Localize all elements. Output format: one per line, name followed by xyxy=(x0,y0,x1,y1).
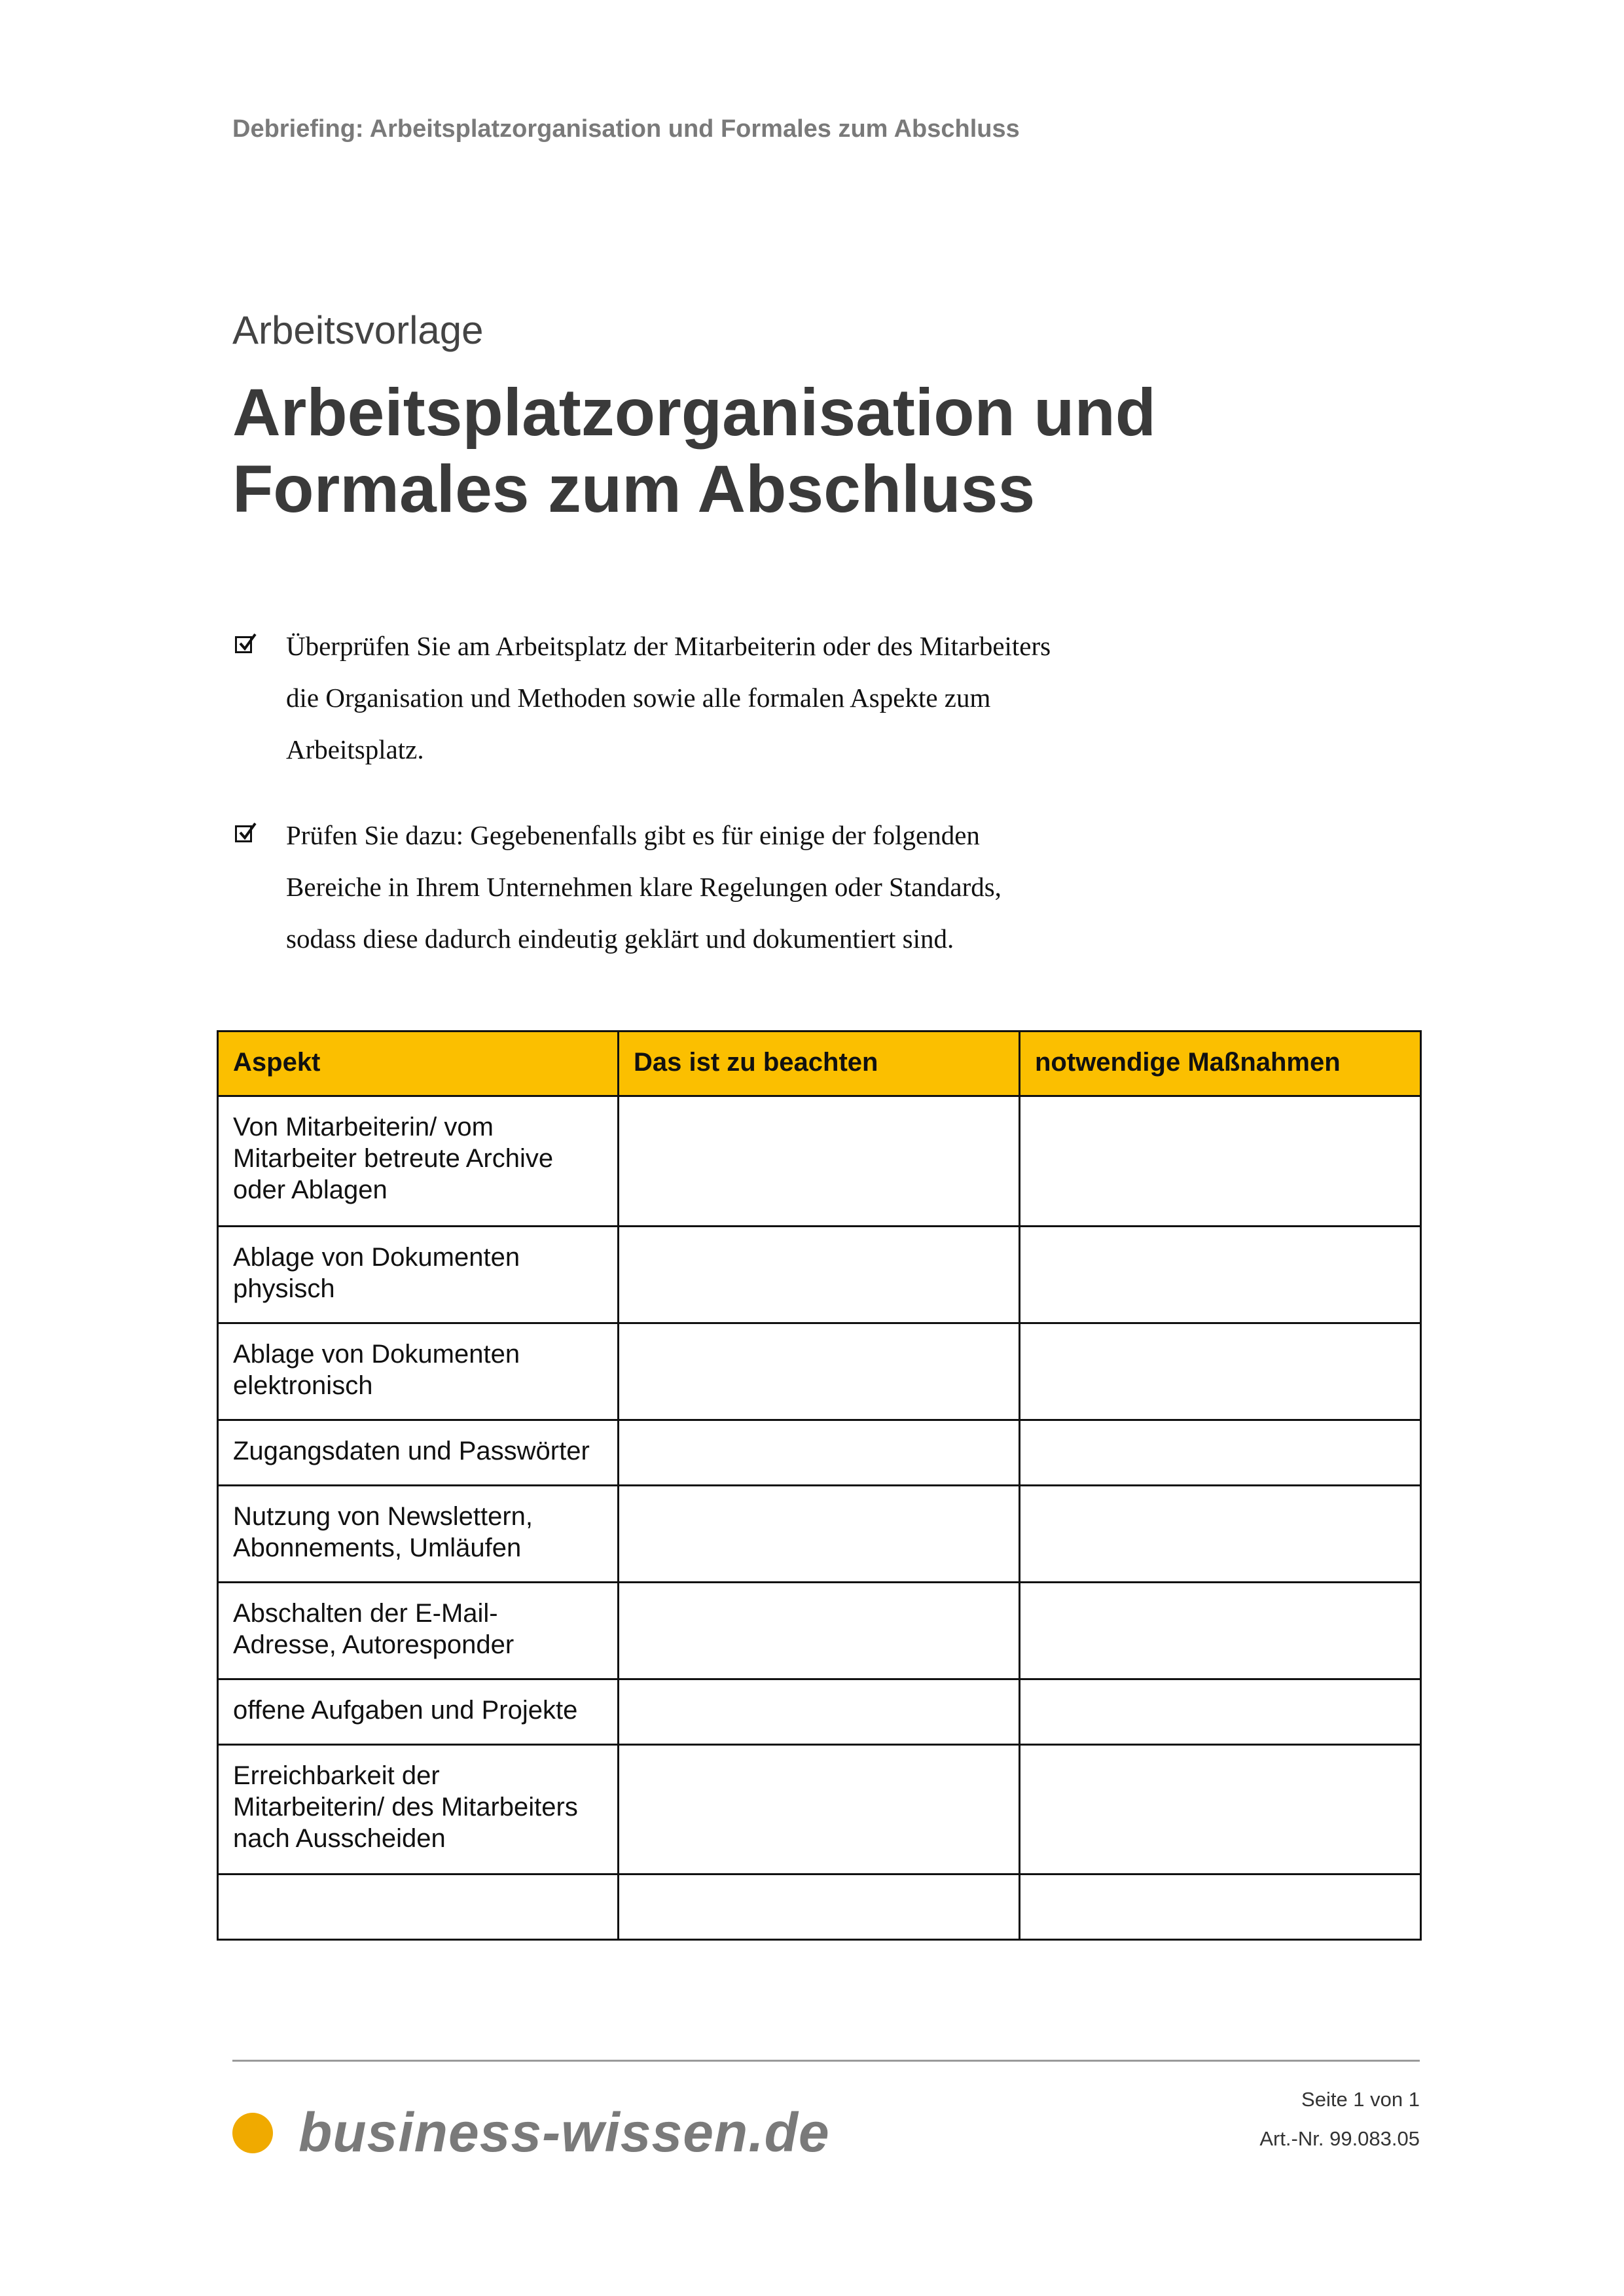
checklist-line: Arbeitsplatz. xyxy=(286,734,424,764)
aspect-text-line: Adresse, Autoresponder xyxy=(233,1630,514,1659)
aspect-cell xyxy=(218,1679,619,1745)
footer-divider xyxy=(232,2060,1420,2062)
measures-cell[interactable] xyxy=(1020,1323,1421,1420)
article-number: Art.-Nr. 99.083.05 xyxy=(1259,2127,1420,2150)
document-type-label: Arbeitsvorlage xyxy=(232,308,484,352)
notes-cell[interactable] xyxy=(619,1679,1020,1745)
page-title xyxy=(232,374,1476,528)
aspect-text-line: nach Ausscheiden xyxy=(233,1824,446,1853)
logo-wordmark: business-wissen.de xyxy=(298,2102,830,2163)
notes-cell[interactable] xyxy=(619,1420,1020,1486)
aspect-cell xyxy=(218,1420,619,1486)
logo-dot-icon xyxy=(232,2113,273,2153)
table-row xyxy=(218,1745,1421,1874)
aspect-cell[interactable] xyxy=(218,1874,619,1940)
aspect-text-line: Von Mitarbeiterin/ vom xyxy=(233,1113,494,1141)
table-row xyxy=(218,1227,1421,1323)
aspect-text-line: Ablage von Dokumenten xyxy=(233,1340,520,1369)
checklist-line: Bereiche in Ihrem Unternehmen klare Regelungen oder Standards, xyxy=(286,872,1001,902)
aspect-text-line: Abonnements, Umläufen xyxy=(233,1534,522,1562)
aspect-cell xyxy=(218,1583,619,1679)
running-header: Debriefing: Arbeitsplatzorganisation und Formales zum Abschluss xyxy=(232,115,1020,143)
checked-box-icon xyxy=(235,825,252,842)
measures-cell[interactable] xyxy=(1020,1486,1421,1583)
checklist-item xyxy=(232,620,1214,776)
measures-cell[interactable] xyxy=(1020,1096,1421,1227)
aspect-text-line: Erreichbarkeit der xyxy=(233,1761,440,1790)
aspect-text-line: elektronisch xyxy=(233,1371,373,1400)
aspect-text-line: Nutzung von Newslettern, xyxy=(233,1502,533,1531)
checklist-line: sodass diese dadurch eindeutig geklärt und dokumentiert sind. xyxy=(286,924,954,954)
aspect-text-line: Abschalten der E-Mail- xyxy=(233,1599,498,1628)
aspect-cell xyxy=(218,1745,619,1874)
table-row xyxy=(218,1420,1421,1486)
title-line-1: Arbeitsplatzorganisation und xyxy=(232,375,1157,450)
aspect-text-line: Mitarbeiterin/ des Mitarbeiters xyxy=(233,1793,578,1821)
aspect-cell xyxy=(218,1227,619,1323)
checklist-line: Prüfen Sie dazu: Gegebenenfalls gibt es für einige der folgenden xyxy=(286,820,980,850)
aspect-cell xyxy=(218,1096,619,1227)
table-row xyxy=(218,1583,1421,1679)
table-header-row xyxy=(218,1031,1421,1096)
title-line-2: Formales zum Abschluss xyxy=(232,452,1036,526)
aspect-text-line: Zugangsdaten und Passwörter xyxy=(233,1437,590,1465)
notes-cell[interactable] xyxy=(619,1486,1020,1583)
aspect-text-line: oder Ablagen xyxy=(233,1175,388,1204)
column-header-beachten: Das ist zu beachten xyxy=(619,1031,1020,1096)
aspect-cell xyxy=(218,1323,619,1420)
aspect-cell xyxy=(218,1486,619,1583)
measures-cell[interactable] xyxy=(1020,1583,1421,1679)
checked-box-icon xyxy=(235,636,252,653)
table-row xyxy=(218,1486,1421,1583)
aspect-text-line: offene Aufgaben und Projekte xyxy=(233,1696,578,1725)
notes-cell[interactable] xyxy=(619,1323,1020,1420)
aspect-text-line: physisch xyxy=(233,1274,335,1303)
checklist-item xyxy=(232,810,1214,965)
notes-cell[interactable] xyxy=(619,1096,1020,1227)
aspect-text-line: Ablage von Dokumenten xyxy=(233,1243,520,1272)
column-header-aspekt: Aspekt xyxy=(218,1031,619,1096)
aspects-table xyxy=(217,1030,1422,1941)
measures-cell[interactable] xyxy=(1020,1679,1421,1745)
aspect-text-line: Mitarbeiter betreute Archive xyxy=(233,1144,554,1173)
column-header-massnahmen: notwendige Maßnahmen xyxy=(1020,1031,1421,1096)
checklist-line: Überprüfen Sie am Arbeitsplatz der Mitarbeiterin oder des Mitarbeiters xyxy=(286,631,1051,661)
notes-cell[interactable] xyxy=(619,1583,1020,1679)
table-row xyxy=(218,1096,1421,1227)
measures-cell[interactable] xyxy=(1020,1874,1421,1940)
notes-cell[interactable] xyxy=(619,1227,1020,1323)
notes-cell[interactable] xyxy=(619,1745,1020,1874)
table-row-empty xyxy=(218,1874,1421,1940)
page-number: Seite 1 von 1 xyxy=(1301,2088,1420,2111)
table-row xyxy=(218,1323,1421,1420)
checklist-line: die Organisation und Methoden sowie alle formalen Aspekte zum xyxy=(286,683,991,713)
table-row xyxy=(218,1679,1421,1745)
measures-cell[interactable] xyxy=(1020,1227,1421,1323)
instruction-checklist xyxy=(232,620,1214,999)
measures-cell[interactable] xyxy=(1020,1420,1421,1486)
measures-cell[interactable] xyxy=(1020,1745,1421,1874)
notes-cell[interactable] xyxy=(619,1874,1020,1940)
